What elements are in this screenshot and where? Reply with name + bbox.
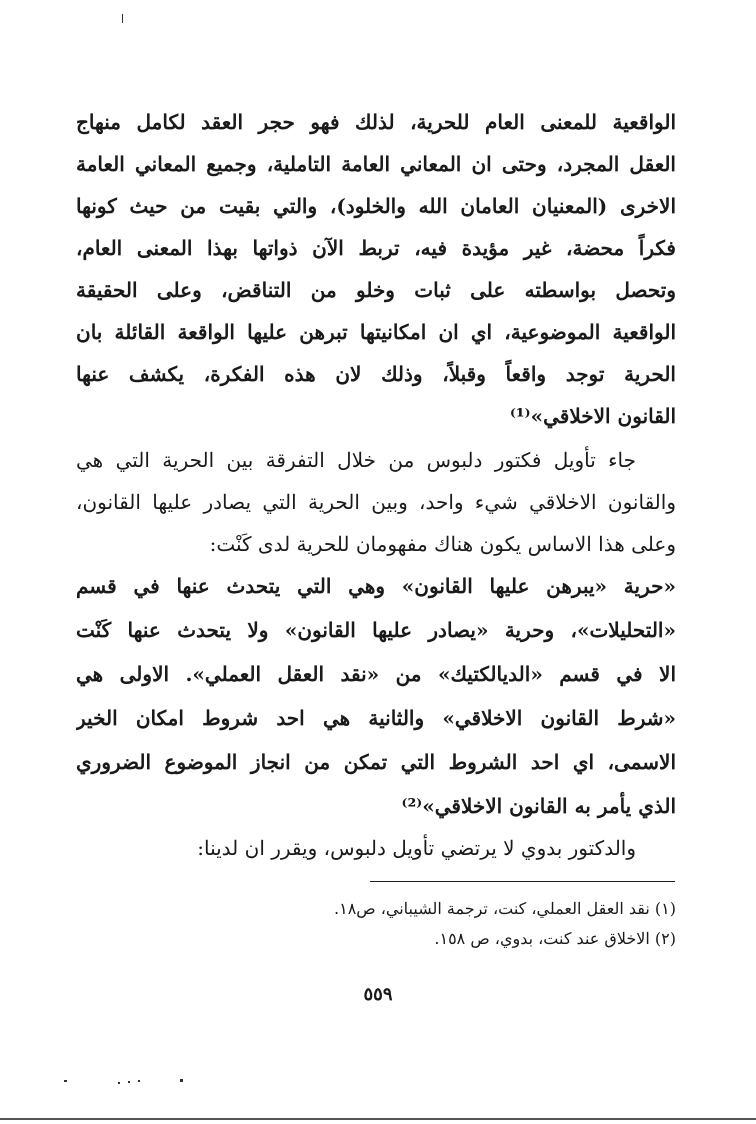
- text-line: والدكتور بدوي لا يرتضي تأويل دلبوس، ويقرر ان لدينا:: [197, 836, 636, 860]
- text-line: الاخرى (المعنيان العامان الله والخلود)، والتي بقيت من حيث كونها: [76, 194, 676, 218]
- scan-edge: [0, 1118, 756, 1120]
- quote-line: «شرط القانون الاخلاقي» والثانية هي احد شروط امكان الخير: [76, 706, 676, 730]
- text-line: العقل المجرد، وحتى ان المعاني العامة التاملية، وجميع المعاني العامة: [76, 152, 676, 176]
- text-line: الواقعية الموضوعية، اي ان امكانيتها تبرهن عليها الواقعة القائلة بان: [76, 320, 676, 344]
- quote-line: «التحليلات»، وحرية «يصادر عليها القانون» ولا يتحدث عنها كَنْت: [76, 618, 676, 642]
- scan-speck: [122, 14, 123, 23]
- text-line: والقانون الاخلاقي شيء واحد، وبين الحرية التي يصادر عليها القانون،: [76, 490, 676, 514]
- footnote: (١) نقد العقل العملي، كنت، ترجمة الشيباني، ص١٨.: [334, 899, 676, 918]
- scan-speck: [118, 1082, 120, 1084]
- text-line: الواقعية للمعنى العام للحرية، لذلك فهو حجر العقد لكامل منهاج: [76, 110, 676, 134]
- quote-line: الاسمى، اي احد الشروط التي تمكن من انجاز الموضوع الضروري: [76, 750, 676, 774]
- text-line: الحرية توجد واقعاً وقبلاً، وذلك لان هذه الفكرة، يكشف عنها: [76, 362, 676, 386]
- text-line: وتحصل بواسطته على ثبات وخلو من التناقض، وعلى الحقيقة: [76, 278, 676, 302]
- quote-line: الذي يأمر به القانون الاخلاقي»⁽²⁾: [401, 794, 676, 818]
- text-line: جاء تأويل فكتور دلبوس من خلال التفرقة بين الحرية التي هي: [76, 448, 636, 472]
- scan-speck: [64, 1080, 67, 1082]
- text-line: وعلى هذا الاساس يكون هناك مفهومان للحرية لدى كَنْت:: [209, 532, 676, 556]
- quote-line: «حرية «يبرهن عليها القانون» وهي التي يتحدث عنها في قسم: [76, 574, 676, 598]
- scan-speck: [138, 1080, 140, 1082]
- text-line: القانون الاخلاقي»⁽¹⁾: [509, 404, 676, 428]
- text-line: فكراً محضة، غير مؤيدة فيه، تربط الآن ذواتها بهذا المعنى العام،: [76, 236, 676, 260]
- quote-line: الا في قسم «الديالكتيك» من «نقد العقل العملي». الاولى هي: [76, 662, 676, 686]
- scan-speck: [128, 1081, 130, 1083]
- footnote-separator: [370, 881, 675, 882]
- page-number: ٥٥٩: [363, 984, 393, 1005]
- footnote: (٢) الاخلاق عند كنت، بدوي، ص ١٥٨.: [434, 929, 676, 948]
- scan-speck: [180, 1079, 183, 1082]
